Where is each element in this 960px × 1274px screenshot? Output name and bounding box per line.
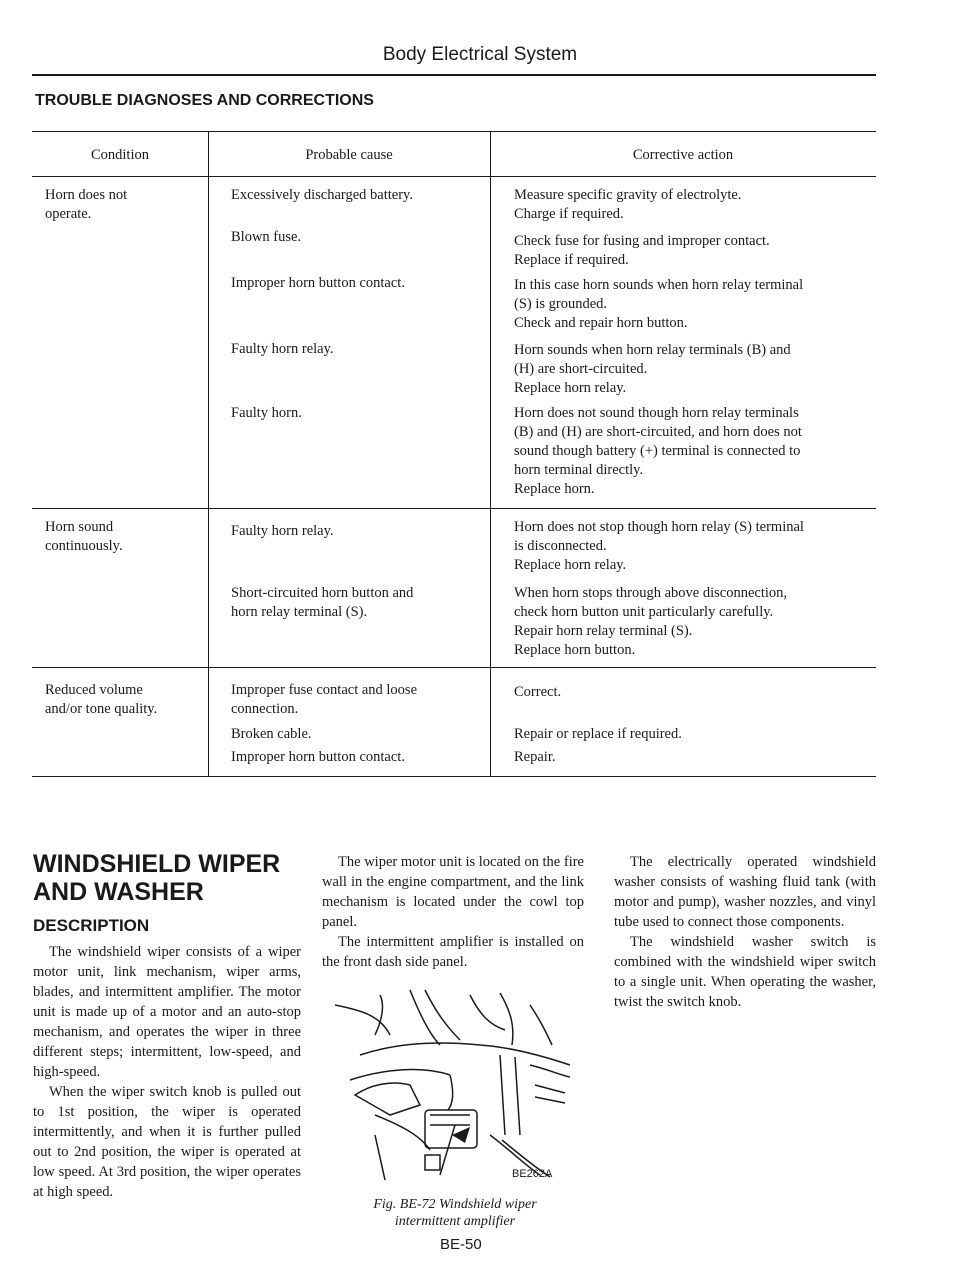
figure-caption: Fig. BE-72 Windshield wiper intermittent amplifier xyxy=(373,1197,537,1229)
paragraph: The windshield washer switch is combined with the windshield wiper switch to a single unit. When operating the washer, twist the switch knob. xyxy=(614,934,876,1010)
figure-drawing xyxy=(330,985,580,1185)
paragraph: The intermittent amplifier is installed on the front dash side panel. xyxy=(322,934,584,970)
cause-cell: Faulty horn relay. xyxy=(231,523,334,539)
header-condition: Condition xyxy=(90,147,149,163)
paragraph: When the wiper switch knob is pulled out to 1st position, the wiper is operated intermittently, and when it is further pulled out to 2nd position, the wiper is operated at low speed. At 3rd position, the wiper operates at high speed. xyxy=(33,1084,301,1200)
description-column-3 xyxy=(614,852,876,1012)
description-heading: DESCRIPTION xyxy=(33,916,150,935)
table-top-rule xyxy=(32,131,876,132)
condition-cell: Reduced volume and/or tone quality. xyxy=(45,682,158,717)
row-divider xyxy=(32,508,876,509)
cause-cell: Faulty horn. xyxy=(231,405,302,421)
row-divider xyxy=(32,667,876,668)
action-cell: Measure specific gravity of electrolyte. Charge if required. xyxy=(514,187,742,222)
cause-cell: Short-circuited horn button and horn relay terminal (S). xyxy=(231,585,414,620)
action-cell: Horn does not stop though horn relay (S) terminal is disconnected. Replace horn relay. xyxy=(514,519,804,573)
action-cell: Check fuse for fusing and improper contact. Replace if required. xyxy=(514,233,770,268)
section-title: TROUBLE DIAGNOSES AND CORRECTIONS xyxy=(35,92,374,109)
arrow-icon xyxy=(452,1127,470,1143)
cause-cell: Faulty horn relay. xyxy=(231,341,334,357)
table-header-rule xyxy=(32,176,876,177)
action-cell: Horn sounds when horn relay terminals (B) and (H) are short-circuited. Replace horn relay. xyxy=(514,342,791,396)
table-bottom-rule xyxy=(32,776,876,777)
wiper-section-title: WINDSHIELD WIPER AND WASHER xyxy=(33,850,281,906)
page-number: BE-50 xyxy=(440,1236,482,1253)
action-cell: Repair or replace if required. xyxy=(514,726,682,742)
header-rule xyxy=(32,74,876,76)
header-corrective-action: Corrective action xyxy=(632,147,734,163)
condition-cell: Horn sound continuously. xyxy=(45,519,123,554)
action-cell: Horn does not sound though horn relay terminals (B) and (H) are short-circuited, and horn does not sound though battery (+) terminal is connected to horn terminal directly. Replace horn. xyxy=(514,405,802,497)
cause-cell: Improper horn button contact. xyxy=(231,275,405,291)
page-header: Body Electrical System xyxy=(382,44,578,65)
condition-cell: Horn does not operate. xyxy=(45,187,128,222)
action-cell: When horn stops through above disconnection, check horn button unit particularly carefully. Repair horn relay terminal (S). Replace horn button. xyxy=(514,585,788,658)
cause-cell: Improper horn button contact. xyxy=(231,749,405,765)
paragraph: The wiper motor unit is located on the fire wall in the engine compartment, and the link mechanism is located under the cowl top panel. xyxy=(322,854,584,930)
cause-cell: Excessively discharged battery. xyxy=(231,187,413,203)
cause-cell: Improper fuse contact and loose connection. xyxy=(231,682,418,717)
description-column-1 xyxy=(33,942,301,1202)
description-column-2 xyxy=(322,852,584,972)
column-divider xyxy=(490,131,491,776)
cause-cell: Blown fuse. xyxy=(231,229,302,245)
figure-code: BE262A xyxy=(512,1168,553,1180)
paragraph: The windshield wiper consists of a wiper motor unit, link mechanism, wiper arms, blades, and intermittent amplifier. The motor unit is made up of a motor and an auto-stop mechanism, and operates the wiper in three different steps; intermittent, low-speed, and high-speed. xyxy=(33,944,301,1080)
paragraph: The electrically operated windshield washer consists of washing fluid tank (with motor and pump), washer nozzles, and vinyl tube used to connect those components. xyxy=(614,854,876,930)
action-cell: In this case horn sounds when horn relay terminal (S) is grounded. Check and repair horn button. xyxy=(514,277,804,331)
action-cell: Repair. xyxy=(514,749,556,765)
cause-cell: Broken cable. xyxy=(231,726,312,742)
column-divider xyxy=(208,131,209,776)
header-probable-cause: Probable cause xyxy=(305,147,393,163)
intermittent-amplifier-figure xyxy=(330,985,580,1190)
action-cell: Correct. xyxy=(514,684,562,700)
